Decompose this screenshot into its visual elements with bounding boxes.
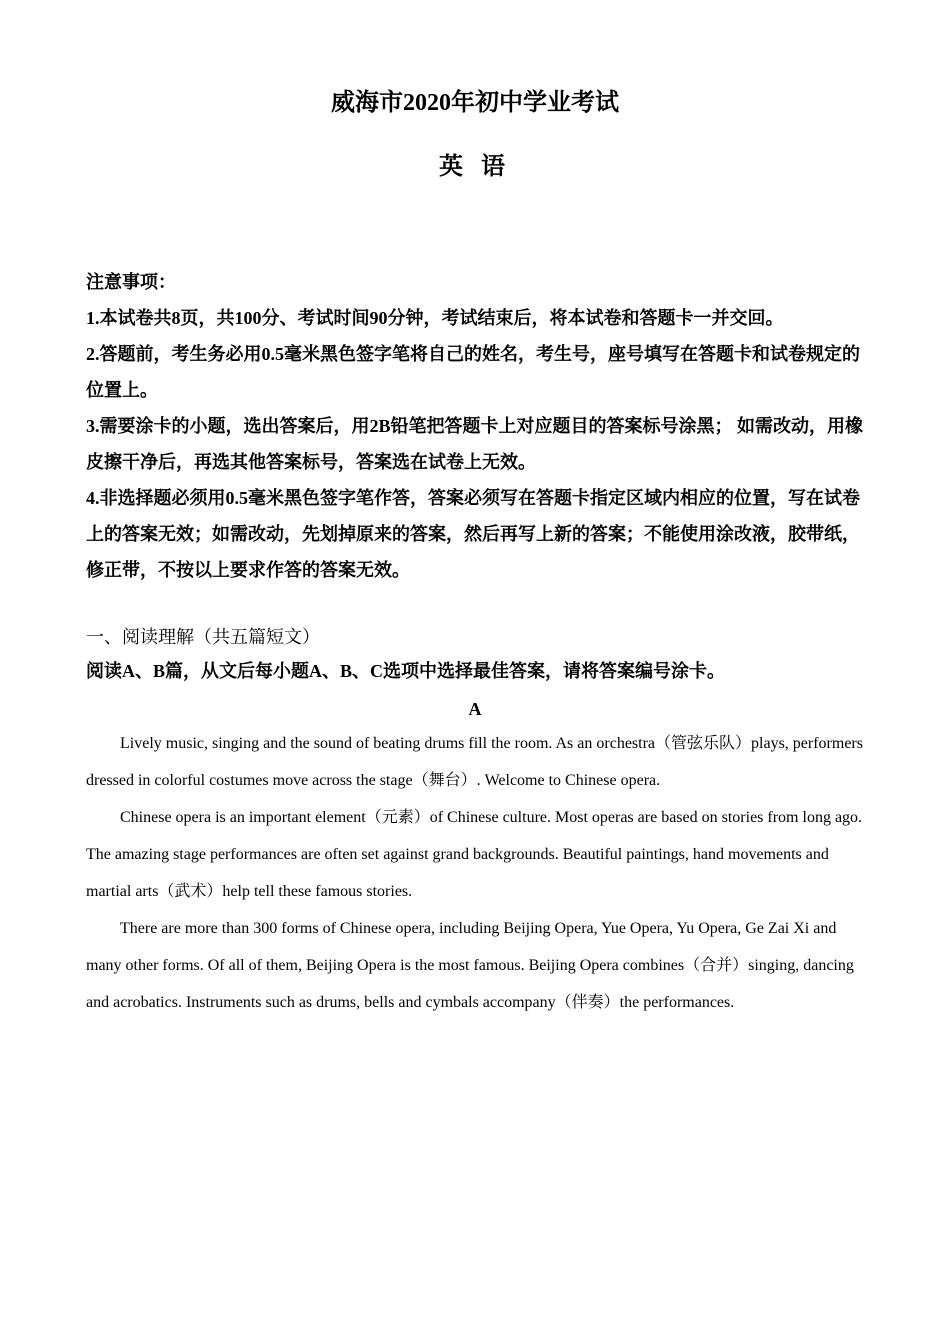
passage-paragraph-1: Lively music, singing and the sound of beating drums fill the room. As an orchestra（管弦乐队）plays, performers dressed in colorful costumes move across the stage（舞台）. Welcome to Chinese opera.: [86, 735, 863, 789]
subject-title: 英 语: [439, 154, 511, 180]
exam-title: 威海市2020年初中学业考试: [331, 90, 619, 116]
notice-block: [86, 264, 876, 588]
section-block: [86, 620, 876, 688]
notice-item-2: 2.答题前，考生务必用0.5毫米黑色签字笔将自己的姓名，考生号，座号填写在答题卡和试卷规定的位置上。: [86, 344, 860, 400]
passage-paragraph-3: There are more than 300 forms of Chinese opera, including Beijing Opera, Yue Opera, Yu Opera, Ge Zai Xi and many other forms. Of all of them, Beijing Opera is the most famous. Beijing Opera combines（合并）singing, dancing and acrobatics. Instruments such as drums, bells and cymbals accompany（伴奏）the performances.: [86, 920, 854, 1011]
notice-item-3: 3.需要涂卡的小题，选出答案后，用2B铅笔把答题卡上对应题目的答案标号涂黑； 如需改动，用橡皮擦干净后，再选其他答案标号，答案选在试卷上无效。: [86, 416, 864, 472]
passage-paragraph-2: Chinese opera is an important element（元素）of Chinese culture. Most operas are based on stories from long ago. The amazing stage performances are often set against grand backgrounds. Beautiful paintings, hand movements and martial arts（武术）help tell these famous stories.: [86, 809, 863, 900]
notice-item-1: 1.本试卷共8页，共100分、考试时间90分钟，考试结束后，将本试卷和答题卡一并交回。: [86, 308, 784, 328]
passage-label: A: [468, 699, 482, 719]
notice-item-4: 4.非选择题必须用0.5毫米黑色签字笔作答，答案必须写在答题卡指定区域内相应的位置，写在试卷上的答案无效；如需改动，先划掉原来的答案，然后再写上新的答案；不能使用涂改液，胶带纸，修正带，不按以上要求作答的答案无效。: [86, 488, 860, 580]
passage-body: [86, 725, 866, 1021]
section-heading: 一、阅读理解（共五篇短文）: [86, 627, 320, 647]
notice-heading: 注意事项：: [86, 272, 176, 292]
section-instruction: 阅读A、B篇，从文后每小题A、B、C选项中选择最佳答案，请将答案编号涂卡。: [86, 661, 726, 681]
